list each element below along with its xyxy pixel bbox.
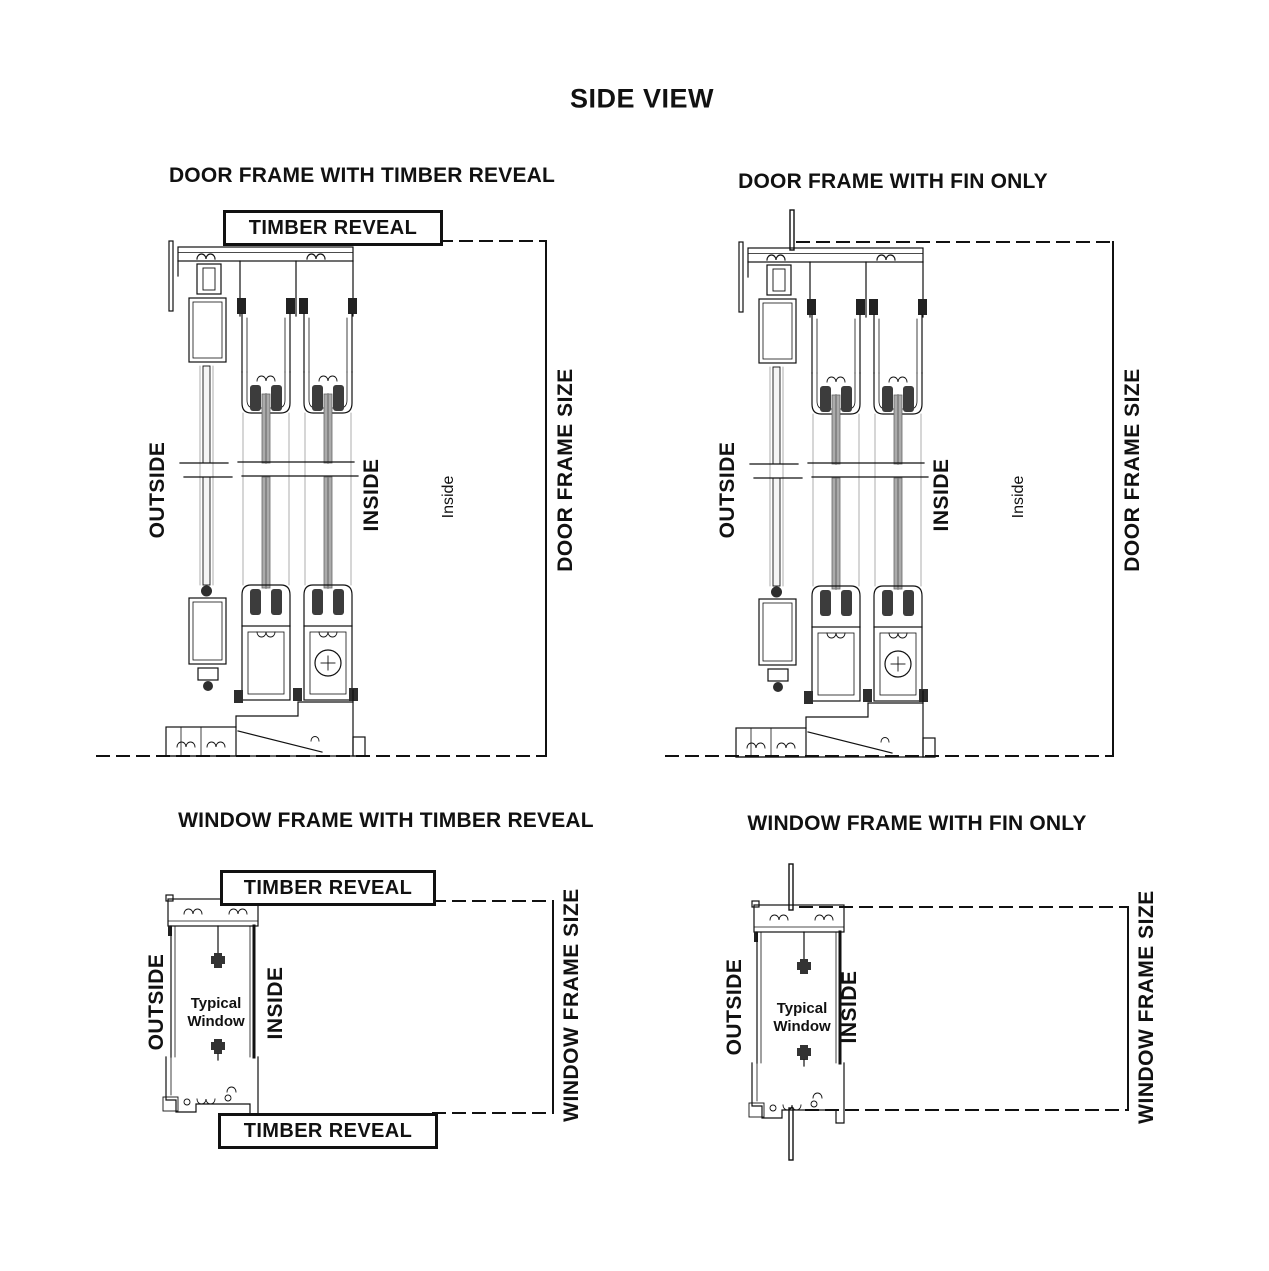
door-timber-reveal-box: TIMBER REVEAL: [223, 210, 443, 246]
window-fin-inside-label: INSIDE: [838, 970, 861, 1044]
window-timber-dimension-lines: [433, 901, 553, 1113]
door-fin-inside-note: Inside: [1010, 475, 1027, 519]
door-fin-inside-label: INSIDE: [930, 458, 953, 532]
window-timber-dimension-label: WINDOW FRAME SIZE: [560, 888, 583, 1122]
window-bottom-fin: [789, 1108, 793, 1160]
door-fin-dimension-label: DOOR FRAME SIZE: [1121, 368, 1144, 572]
window-timber-outside-label: OUTSIDE: [145, 953, 168, 1051]
window-timber-inside-label: INSIDE: [264, 966, 287, 1040]
door-section-drawing-fin: [736, 242, 935, 757]
window-timber-heading: WINDOW FRAME WITH TIMBER REVEAL: [178, 809, 594, 832]
window-fin-dimension-label: WINDOW FRAME SIZE: [1135, 890, 1158, 1124]
door-top-fin: [790, 210, 794, 250]
window-timber-reveal-box-bottom: TIMBER REVEAL: [218, 1113, 438, 1149]
door-timber-inside-note: Inside: [440, 475, 457, 519]
window-fin-typical-window-label: Typical Window: [773, 1000, 831, 1035]
page-title: SIDE VIEW: [569, 83, 715, 114]
door-timber-inside-label: INSIDE: [360, 458, 383, 532]
window-fin-heading: WINDOW FRAME WITH FIN ONLY: [747, 812, 1087, 835]
window-timber-typical-window-label: Typical Window: [187, 995, 245, 1030]
door-fin-outside-label: OUTSIDE: [716, 441, 739, 539]
window-fin-outside-label: OUTSIDE: [723, 958, 746, 1056]
window-timber-reveal-box-top: TIMBER REVEAL: [220, 870, 436, 906]
window-top-fin: [789, 864, 793, 910]
door-section-drawing: [166, 241, 365, 756]
door-fin-heading: DOOR FRAME WITH FIN ONLY: [738, 170, 1048, 193]
door-timber-outside-label: OUTSIDE: [146, 441, 169, 539]
door-timber-heading: DOOR FRAME WITH TIMBER REVEAL: [168, 164, 556, 187]
door-timber-dimension-label: DOOR FRAME SIZE: [554, 368, 577, 572]
